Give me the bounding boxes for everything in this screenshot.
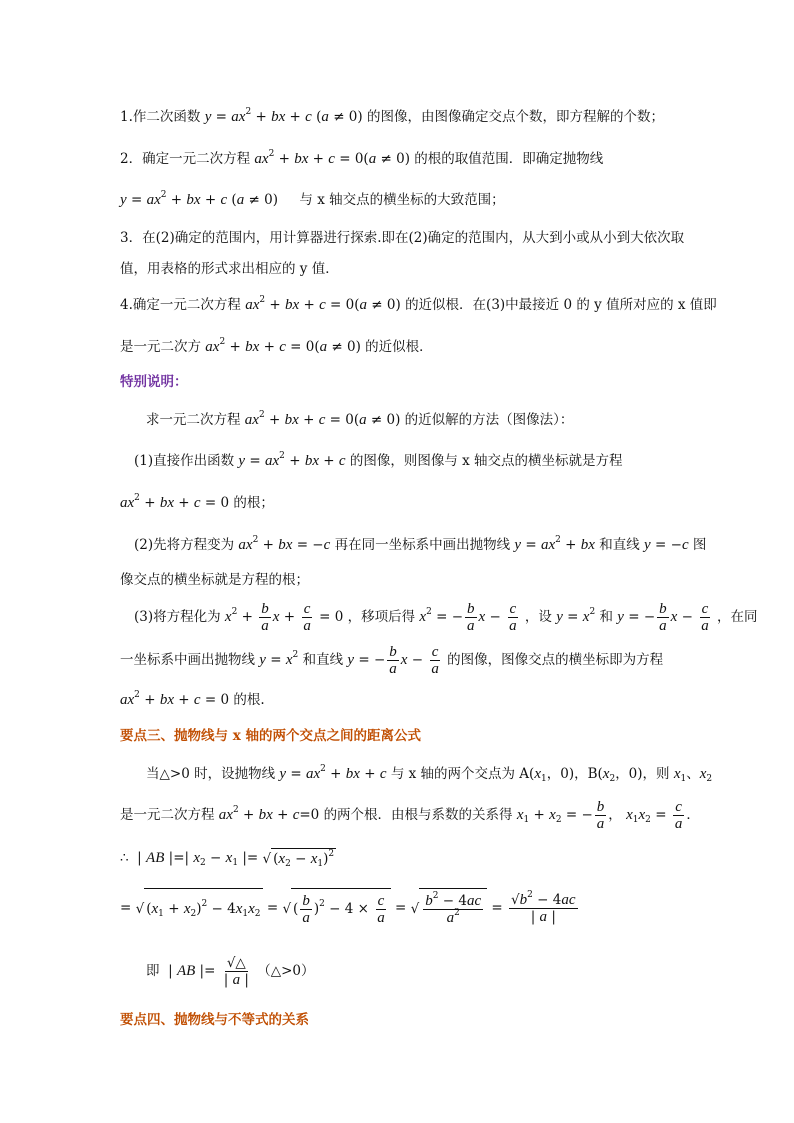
distance-formula-1: ∴ | AB |=| $x_2 - x_1$ |= √ $(x_2 - x_1)^2$ [120,849,335,869]
method-2: (2)先将方程变为 $ax^2$ + bx = −c 再在同一坐标系中画出抛物线 $y = ax^2$ + bx 和直线 y = −c 图 [134,535,707,553]
method-3: (3)将方程化为 $x^2$ + $\frac{b}{a}$ x + $\frac{c}{a}$ = 0 ，移项后得 $x^2$ = − $\frac{b}{a}$ x − $\frac{c}{a}$ ，设 $y = x^2$ 和 y = − $\frac{b}{a}$ x − $\frac{c}{a}$ ，在同 [134,601,758,634]
note-title: 特别说明： [120,374,188,390]
distance-intro: 当△>0 时，设抛物线 $y = ax^2$ + bx + c 与 x 轴的两个交点为 $A(x_1$，0)，$B(x_2$，0)，则 $x_1$、$x_2$ [146,764,713,784]
step-4: 4.确定一元二次方程 $ax^2$ + bx + c = 0(a ≠ 0) 的近似根．在(3)中最接近 0 的 y 值所对应的 x 值即 [120,295,717,313]
step-2-cont: $y = ax^2$ + bx + c (a ≠ 0) 与 x 轴交点的横坐标的大致范围； [120,190,505,208]
method-3-end: $ax^2$ + bx + c = 0 的根. [120,690,265,708]
method-1: (1)直接作出函数 $y = ax^2$ + bx + c 的图像，则图像与 x 轴交点的横坐标就是方程 [134,451,623,469]
section-heading-3: 要点三、抛物线与 x 轴的两个交点之间的距离公式 [120,728,421,744]
step-3: 3．在(2)确定的范围内，用计算器进行探索.即在(2)确定的范围内，从大到小或从小到大依次取 [120,230,685,246]
step-3-cont: 值，用表格的形式求出相应的 y 值． [120,261,339,277]
note-intro: 求一元二次方程 $ax^2$ + bx + c = 0(a ≠ 0) 的近似解的方法（图像法）： [146,410,574,428]
method-3-cont: 一坐标系中画出抛物线 $y = x^2$ 和直线 y = − $\frac{b}{a}$ x − $\frac{c}{a}$ 的图像，图像交点的横坐标即为方程 [120,644,664,677]
step-4-cont: 是一元二次方 $ax^2$ + bx + c = 0(a ≠ 0) 的近似根． [120,337,433,355]
step-2: 2．确定一元二次方程 $ax^2$ + bx + c = 0(a ≠ 0) 的根的取值范围．即确定抛物线 [120,149,604,167]
step-1: 1.作二次函数 $y = ax^2$ + bx + c (a ≠ 0) 的图像，由图像确定交点个数，即方程解的个数； [120,107,664,125]
distance-formula-final: 即 | AB |= $\frac{√\triangle}{| a |}$ （△>0） [146,955,315,988]
distance-formula-2: = √ $(x_1 + x_2)^2 - 4x_1x_2$ = √ ( $\frac{b}{a}$ )$^2$ − 4 × $\frac{c}{a}$ = √ $\frac{b^2 - 4ac}{a^2}$ = $\frac{√b^2 - 4ac}{| a |}$ [120,888,580,929]
method-1-cont: $ax^2$ + bx + c = 0 的根； [120,493,274,511]
section-heading-4: 要点四、抛物线与不等式的关系 [120,1012,309,1028]
method-2-cont: 像交点的横坐标就是方程的根； [120,572,309,588]
distance-roots: 是一元二次方程 $ax^2$ + bx + c=0 的两个根．由根与系数的关系得 $x_1 + x_2$ = − $\frac{b}{a}$ ， $x_1x_2$ = $\frac{c}{a}$ ． [120,799,700,832]
